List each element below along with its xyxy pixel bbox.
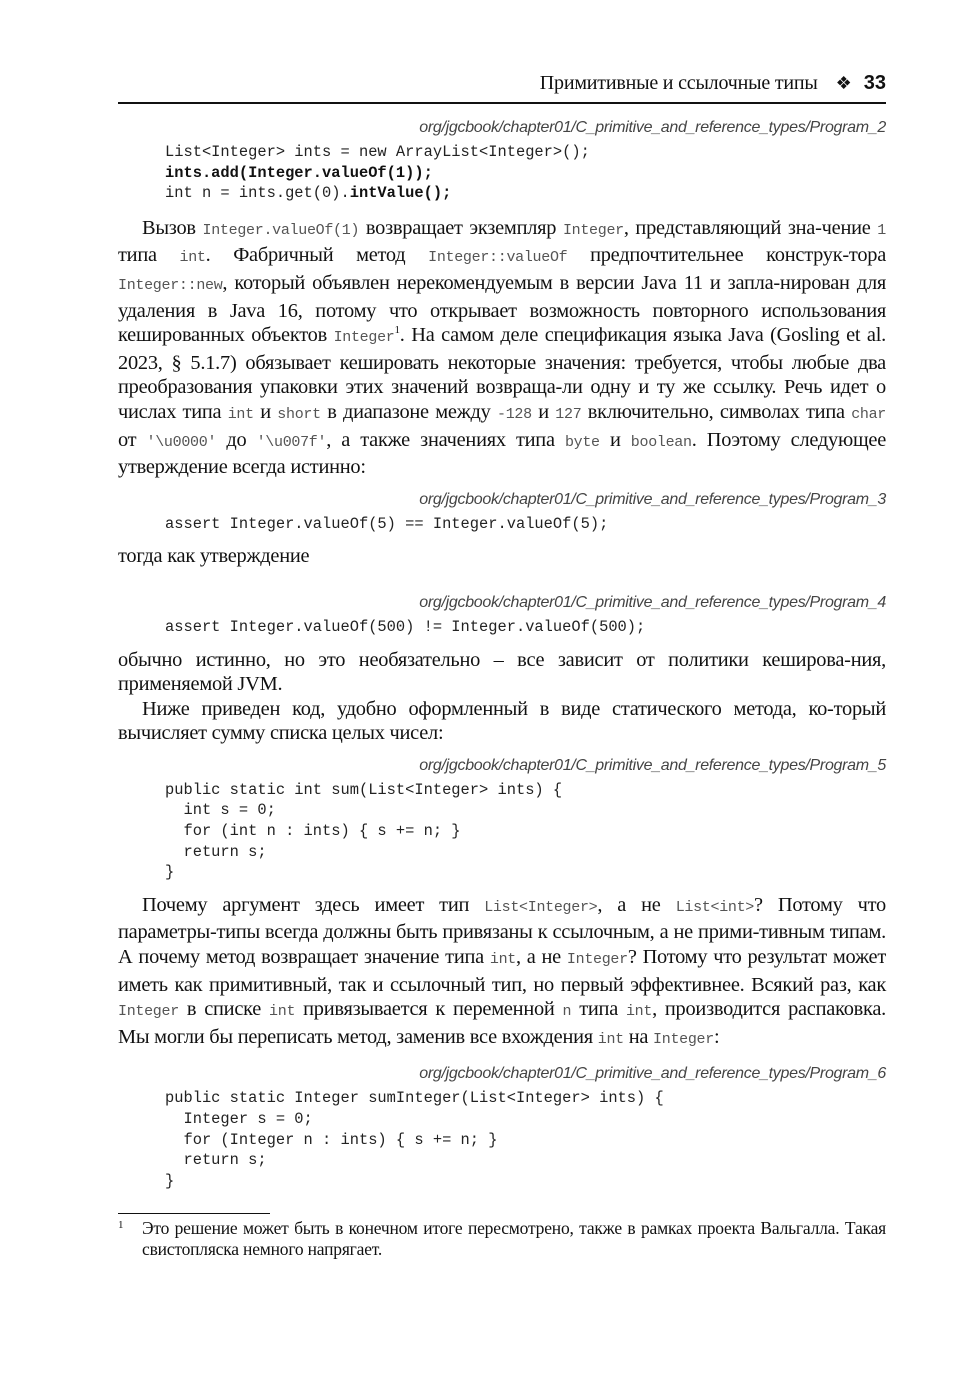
inline-code: n	[562, 1003, 572, 1021]
inline-code: Integer	[562, 221, 624, 239]
code-fragment-bold: intValue();	[349, 184, 452, 203]
code-block-program-4: assert Integer.valueOf(500) != Integer.valueOf(500);	[165, 617, 646, 636]
code-block-program-6: public static Integer sumInteger(List<Integer> ints) { Integer s = 0; for (Integer n : ints) { s += n; } return s; }	[165, 1089, 664, 1190]
inline-code: -128	[497, 405, 532, 423]
inline-code: int	[489, 951, 516, 969]
paragraph-5: Почему аргумент здесь имеет тип List<Integer>, а не List<int>? Потому что параметры-типы всегда должны быть привязаны к ссылочным, а не прими-тивным типам. А почему метод возвращает значение типа int, а не Integer? Потому что результат может иметь как примитивный, так и ссылочный тип, но первый эффективнее. Всякий раз, как Integer в списке int привязывается к переменной n типа int, производится распаковка. Мы могли бы переписать метод, заменив все вхождения int на Integer:	[118, 893, 887, 1048]
paragraph-4: Ниже приведен код, удобно оформленный в виде статического метода, ко-торый вычисляет сумму списка целых чисел:	[118, 697, 886, 745]
book-page	[118, 72, 886, 1260]
footnote	[118, 1218, 886, 1260]
code-block-program-2	[165, 142, 886, 204]
inline-code: short	[277, 405, 321, 423]
footnote-divider	[118, 1213, 270, 1214]
inline-code: Integer	[653, 1030, 714, 1048]
code-line-bold: ints.add(Integer.valueOf(1));	[165, 163, 433, 182]
page-number: 33	[863, 72, 886, 94]
inline-code: Integer::valueOf	[428, 249, 568, 267]
inline-code: int	[227, 405, 254, 423]
paragraph-1: Вызов Integer.valueOf(1) возвращает экземпляр Integer, представляющий зна-чение 1 типа int. Фабричный метод Integer::valueOf предпочтительнее конструк-тора Integer::new, который объявлен нерекомендуемым в версии Java 11 и запла-нирован для удаления в Java 16, потому что открывает возможность повторного использования кешированных объектов Integer$^1$. На самом деле спецификация языка Java (Gosling et al. 2023, § 5.1.7) обязывает кешировать некоторые значения: требуется, чтобы любые два преобразования упаковки этих значений возвраща-ли одну и ту же ссылку. Речь идет о числах типа int и short в диапазоне между -128 и 127 включительно, символах типа char от '\u0000' до '\u007f', а также значениях типа byte и boolean. Поэтому следующее утверждение всегда истинно:	[118, 216, 887, 479]
inline-code: int	[625, 1003, 653, 1021]
inline-code: Integer	[566, 951, 628, 969]
inline-code: List<int>	[675, 898, 755, 916]
inline-code: int	[269, 1003, 296, 1021]
inline-code: Integer	[118, 1003, 179, 1021]
diamond-ornament-icon: ❖	[835, 73, 852, 93]
running-header	[118, 72, 886, 104]
inline-code: 127	[555, 405, 582, 423]
inline-code: boolean	[630, 433, 692, 451]
code-path-program-6: org/jgcbook/chapter01/C_primitive_and_reference_types/Program_6	[419, 1065, 886, 1083]
running-header-title: Примитивные и ссылочные типы	[539, 72, 818, 94]
inline-code: int	[597, 1030, 624, 1048]
inline-code: byte	[564, 433, 600, 451]
code-path-program-2: org/jgcbook/chapter01/C_primitive_and_reference_types/Program_2	[419, 119, 886, 136]
paragraph-2: тогда как утверждение	[118, 545, 310, 568]
code-block-program-3: assert Integer.valueOf(5) == Integer.valueOf(5);	[165, 514, 609, 533]
paragraph-3: обычно истинно, но это необязательно – все зависит от политики кеширова-ния, применяемой JVM.	[118, 648, 886, 696]
inline-code: '\u007f'	[256, 433, 327, 451]
inline-code: Integer.valueOf(1)	[202, 221, 360, 239]
code-line: List<Integer> ints = new ArrayList<Integer>();	[165, 143, 590, 161]
code-line: int n = ints.get(0).	[165, 184, 350, 203]
inline-code: int	[179, 249, 206, 267]
code-path-program-5: org/jgcbook/chapter01/C_primitive_and_reference_types/Program_5	[419, 756, 886, 774]
inline-code: '\u0000'	[146, 433, 217, 451]
inline-code: Integer	[333, 329, 395, 347]
code-block-program-5: public static int sum(List<Integer> ints) { int s = 0; for (int n : ints) { s += n; } return s; }	[165, 780, 563, 882]
inline-code: List<Integer>	[484, 898, 598, 916]
inline-code: Integer::new	[118, 276, 223, 294]
code-path-program-4: org/jgcbook/chapter01/C_primitive_and_reference_types/Program_4	[419, 593, 886, 611]
inline-code: char	[851, 405, 887, 423]
footnote-text: Это решение может быть в конечном итоге пересмотрено, также в рамках проекта Вальгалла. Такая свистопляска немного напрягает.	[142, 1218, 886, 1260]
inline-code: 1	[877, 221, 886, 239]
footnote-ref: 1	[394, 324, 400, 337]
footnote-number: 1	[118, 1219, 124, 1232]
code-path-program-3: org/jgcbook/chapter01/C_primitive_and_reference_types/Program_3	[419, 490, 886, 508]
